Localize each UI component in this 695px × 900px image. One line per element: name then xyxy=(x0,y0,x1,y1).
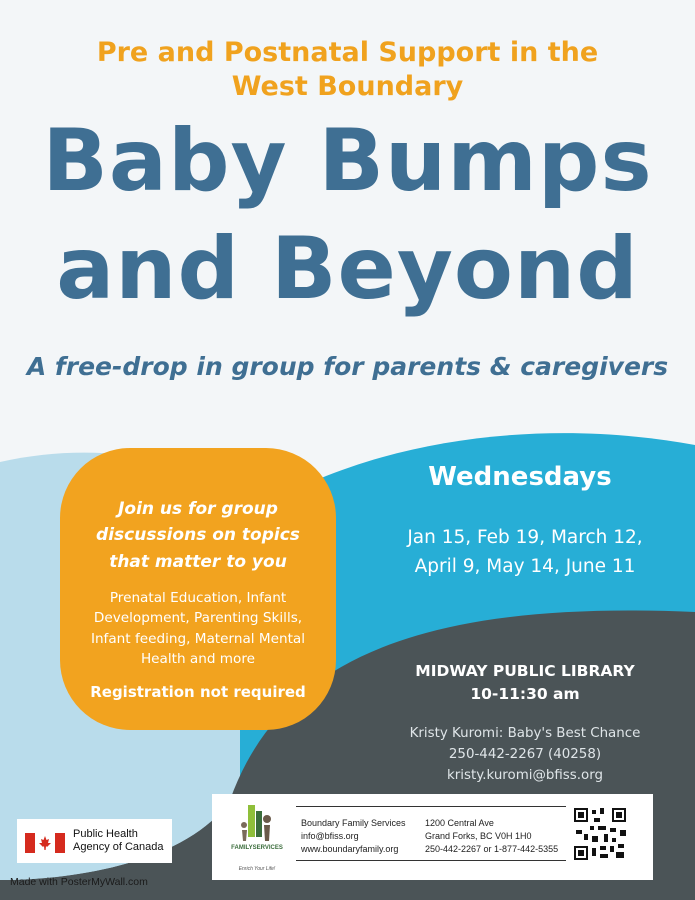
contact-person: Kristy Kuromi: Baby's Best Chance xyxy=(409,726,641,741)
card-topics-line-2: Development, Parenting Skills, xyxy=(93,610,303,627)
card-heading xyxy=(78,496,318,575)
tagline: A free-drop in group for parents & caregivers xyxy=(26,352,669,381)
card-heading-line-3: that matter to you xyxy=(109,551,287,572)
title-line-1: Baby Bumps xyxy=(42,111,653,211)
bfs-logo-tagline: Enrich Your Life! xyxy=(238,866,276,872)
phac-line-1: Public Health xyxy=(73,828,138,840)
bfs-org-name: Boundary Family Services xyxy=(301,818,406,828)
card-topics-line-4: Health and more xyxy=(140,651,256,668)
bfs-city: Grand Forks, BC V0H 1H0 xyxy=(425,831,532,842)
schedule-dates-line-2: April 9, May 14, June 11 xyxy=(414,555,636,577)
card-heading-line-1: Join us for group xyxy=(118,499,278,519)
card-topics-line-1: Prenatal Education, Infant xyxy=(109,590,287,606)
bfs-divider-bottom xyxy=(296,860,566,861)
bfs-website: www.boundaryfamily.org xyxy=(301,844,399,855)
card-topics xyxy=(78,588,318,670)
subtitle xyxy=(0,36,695,104)
qr-code-icon[interactable] xyxy=(572,806,628,862)
bfs-phone: 250-442-2267 or 1-877-442-5355 xyxy=(425,844,559,855)
canada-flag-icon xyxy=(25,833,65,853)
bfs-contact-column xyxy=(301,817,426,856)
bfs-email: info@bfiss.org xyxy=(301,831,359,842)
schedule-day: Wednesdays xyxy=(428,462,612,492)
phac-line-2: Agency of Canada xyxy=(73,841,164,854)
bfs-street: 1200 Central Ave xyxy=(425,818,494,828)
registration-note: Registration not required xyxy=(90,683,306,701)
venue-name: MIDWAY PUBLIC LIBRARY xyxy=(415,662,635,680)
contact-info xyxy=(355,724,695,786)
schedule-dates-line-1: Jan 15, Feb 19, March 12, xyxy=(407,527,643,548)
venue xyxy=(355,660,695,707)
subtitle-line-1: Pre and Postnatal Support in the xyxy=(96,37,599,68)
bfs-divider-top xyxy=(296,806,566,807)
watermark-credit: Made with PosterMyWall.com xyxy=(10,876,148,888)
title-line-2: and Beyond xyxy=(56,219,639,319)
card-heading-line-2: discussions on topics xyxy=(96,525,300,546)
bfs-logo-name: FAMILYSERVICES xyxy=(231,845,283,851)
schedule-dates xyxy=(370,524,680,581)
contact-email: kristy.kuromi@bfiss.org xyxy=(447,767,603,783)
subtitle-line-2: West Boundary xyxy=(231,70,464,102)
phac-name xyxy=(73,828,173,854)
contact-phone: 250-442-2267 (40258) xyxy=(448,746,602,762)
venue-time: 10-11:30 am xyxy=(470,685,580,704)
boundary-family-services-logo-icon xyxy=(222,803,292,873)
card-topics-line-3: Infant feeding, Maternal Mental xyxy=(90,630,306,647)
bfs-address-column xyxy=(425,817,570,856)
